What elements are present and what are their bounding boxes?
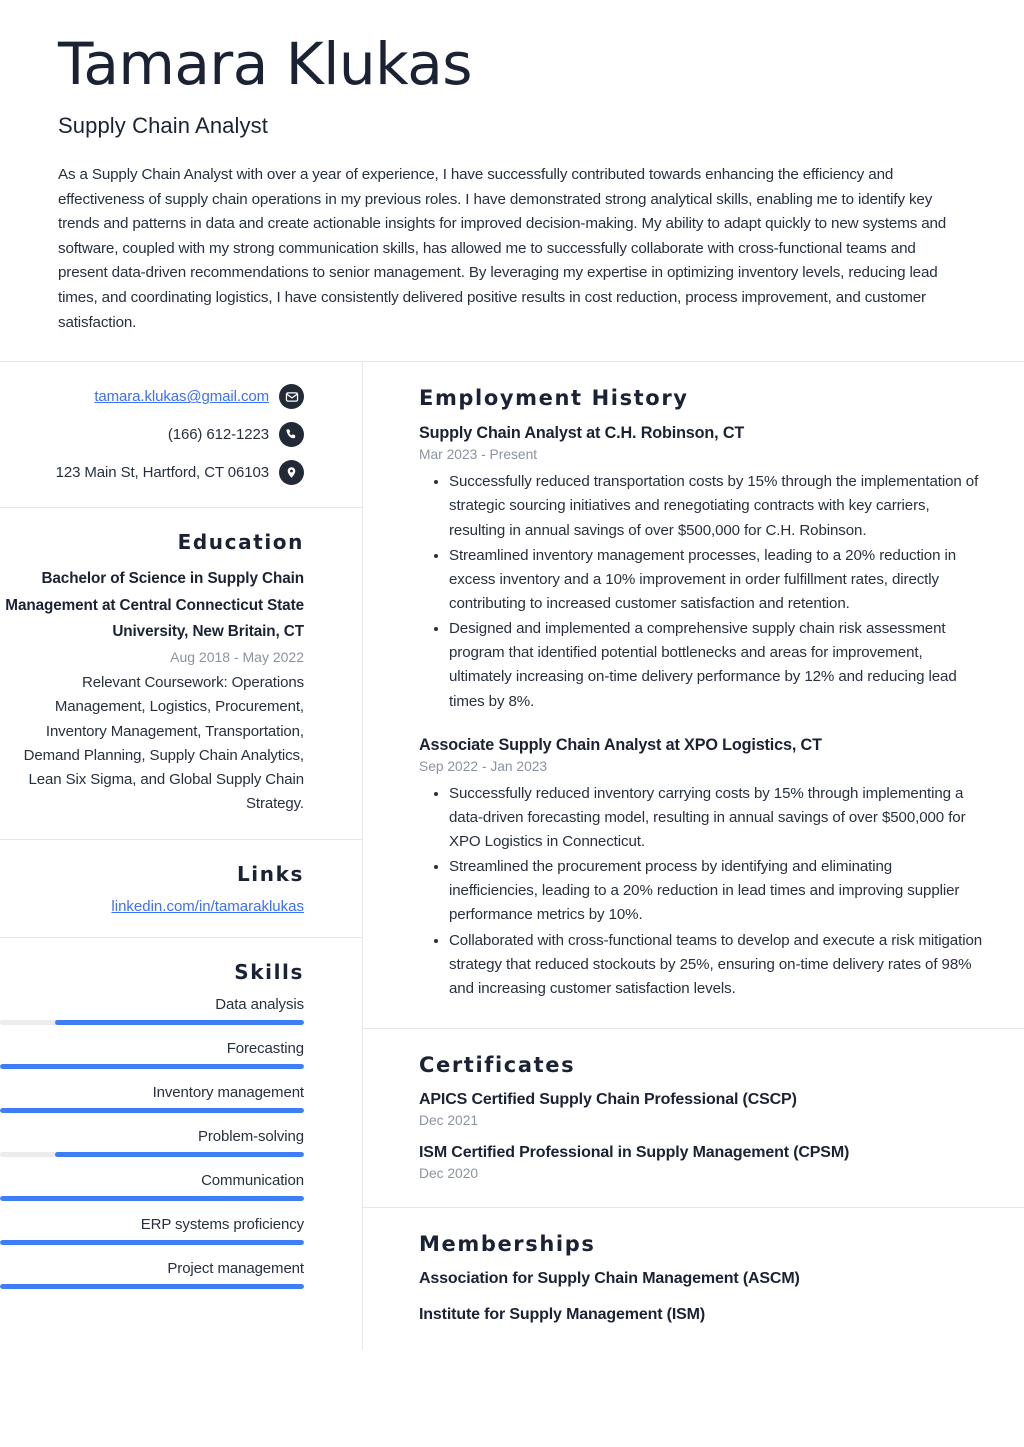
skill-level-track [0, 1284, 304, 1289]
skill-level-fill [0, 1064, 304, 1069]
linkedin-link[interactable]: linkedin.com/in/tamaraklukas [111, 897, 304, 915]
skill-level-track [0, 1240, 304, 1245]
skill-item [0, 1260, 304, 1289]
skills-list [0, 996, 304, 1289]
contact-row-address[interactable] [0, 460, 304, 485]
skill-item [0, 1172, 304, 1201]
link-item[interactable] [0, 898, 304, 915]
education-degree: Bachelor of Science in Supply Chain Management at Central Connecticut State University, New Britain, CT [5, 570, 304, 640]
certificates-heading: Certificates [419, 1052, 576, 1077]
job-bullet-list [419, 470, 984, 713]
candidate-name: Tamara Klukas [58, 30, 472, 98]
membership-item: Association for Supply Chain Management (ASCM) [419, 1269, 800, 1287]
employment-history-heading: Employment History [419, 386, 689, 411]
candidate-job-title: Supply Chain Analyst [58, 112, 268, 138]
skill-label: Communication [201, 1171, 304, 1189]
resume-body [0, 362, 1024, 1350]
certificates-block [363, 1029, 1024, 1208]
certificate-date: Dec 2020 [419, 1165, 479, 1181]
certificate-date: Dec 2021 [419, 1112, 479, 1128]
skill-item [0, 996, 304, 1025]
phone-text: (166) 612-1223 [167, 426, 269, 444]
job-bullet-list [419, 782, 984, 1001]
certificate-entry [419, 1091, 984, 1128]
skills-block [0, 938, 362, 1313]
job-bullet: • Successfully reduced transportation costs by 15% through the implementation of strategic sourcing initiatives and renegotiating contracts with key carriers, resulting in annual savings of over $500,000 for C.H. Robinson. [449, 470, 984, 542]
jobs-list [419, 424, 984, 1001]
skill-label: Forecasting [226, 1039, 304, 1057]
job-entry [419, 736, 984, 1001]
memberships-heading: Memberships [419, 1231, 596, 1256]
job-date-range: Sep 2022 - Jan 2023 [419, 758, 548, 774]
skill-level-track [0, 1152, 304, 1157]
links-heading: Links [236, 861, 304, 886]
education-heading: Education [177, 530, 304, 555]
skills-heading: Skills [234, 959, 304, 984]
contact-row-email[interactable] [0, 384, 304, 409]
job-date-range: Mar 2023 - Present [419, 447, 538, 463]
membership-item: Institute for Supply Management (ISM) [419, 1305, 706, 1323]
education-date: Aug 2018 - May 2022 [170, 649, 304, 666]
contact-block [0, 362, 362, 508]
skill-level-track [0, 1196, 304, 1201]
certificates-list [419, 1091, 984, 1181]
skill-level-fill [0, 1240, 304, 1245]
links-block [0, 840, 362, 938]
education-block [0, 508, 362, 839]
skill-item [0, 1084, 304, 1113]
job-bullet: • Collaborated with cross-functional teams to develop and execute a risk mitigation strategy that reduced stockouts by 25%, ensuring on-time delivery rates of 98% and increasing customer satisfaction levels. [449, 929, 984, 1001]
skill-level-fill [0, 1196, 304, 1201]
main-column [363, 362, 1024, 1350]
skill-level-track [0, 1064, 304, 1069]
skill-label: Project management [167, 1259, 304, 1277]
certificate-entry [419, 1144, 984, 1181]
skill-item [0, 1216, 304, 1245]
skill-level-fill [55, 1020, 304, 1025]
memberships-list [419, 1270, 984, 1324]
job-bullet: • Streamlined inventory management processes, leading to a 20% reduction in excess inventory and a 10% improvement in order fulfillment rates, directly contributing to increased customer satisfaction and retention. [449, 544, 984, 616]
job-entry [419, 424, 984, 713]
contact-row-phone[interactable] [0, 422, 304, 447]
skill-label: Inventory management [152, 1083, 304, 1101]
professional-summary: As a Supply Chain Analyst with over a year of experience, I have successfully contributed towards enhancing the efficiency and effectiveness of supply chain operations in my previous roles. I have demonstrated strong analytical skills, enabling me to identify key trends and patterns in data and create actionable insights for improved decision-making. My ability to adapt quickly to new systems and software, coupled with my strong communication skills, has allowed me to successfully collaborate with cross-functional teams and present data-driven recommendations to senior management. By leveraging my expertise in optimizing inventory levels, reducing lead times, and coordinating logistics, I have consistently delivered positive results in cost reduction, process improvement, and customer satisfaction. [58, 165, 947, 331]
skill-level-fill [0, 1108, 304, 1113]
skill-level-track [0, 1020, 304, 1025]
employment-history-block [363, 362, 1024, 1029]
job-title: Supply Chain Analyst at C.H. Robinson, CT [419, 424, 745, 443]
phone-icon [279, 422, 304, 447]
skill-level-fill [0, 1284, 304, 1289]
skill-label: Data analysis [215, 995, 304, 1013]
skill-item [0, 1128, 304, 1157]
skill-item [0, 1040, 304, 1069]
skill-label: ERP systems proficiency [140, 1215, 304, 1233]
address-text: 123 Main St, Hartford, CT 06103 [55, 464, 269, 482]
job-bullet: • Streamlined the procurement process by identifying and eliminating inefficiencies, leading to a 20% reduction in lead times and improving supplier performance metrics by 10%. [449, 855, 984, 927]
skill-label: Problem-solving [197, 1127, 304, 1145]
skill-level-track [0, 1108, 304, 1113]
memberships-block [363, 1208, 1024, 1350]
email-text[interactable]: tamara.klukas@gmail.com [94, 388, 269, 406]
certificate-title: ISM Certified Professional in Supply Management (CPSM) [419, 1143, 850, 1161]
education-description: Relevant Coursework: Operations Management, Logistics, Procurement, Inventory Management, Transportation, Demand Planning, Supply Chain Analytics, Lean Six Sigma, and Global Supply Chain Strategy. [23, 673, 304, 813]
job-title: Associate Supply Chain Analyst at XPO Logistics, CT [419, 735, 822, 754]
certificate-title: APICS Certified Supply Chain Professional (CSCP) [419, 1090, 797, 1108]
resume-header [0, 0, 1024, 335]
envelope-icon [279, 384, 304, 409]
skill-level-fill [55, 1152, 304, 1157]
map-pin-icon [279, 460, 304, 485]
job-bullet: • Successfully reduced inventory carrying costs by 15% through implementing a data-driven forecasting model, resulting in annual savings of over $500,000 for XPO Logistics in Connecticut. [449, 782, 984, 854]
job-bullet: • Designed and implemented a comprehensive supply chain risk assessment program that identified potential bottlenecks and areas for improvement, ultimately increasing on-time delivery performance by 12% and reducing lead times by 8%. [449, 617, 984, 714]
sidebar-column [0, 362, 363, 1350]
